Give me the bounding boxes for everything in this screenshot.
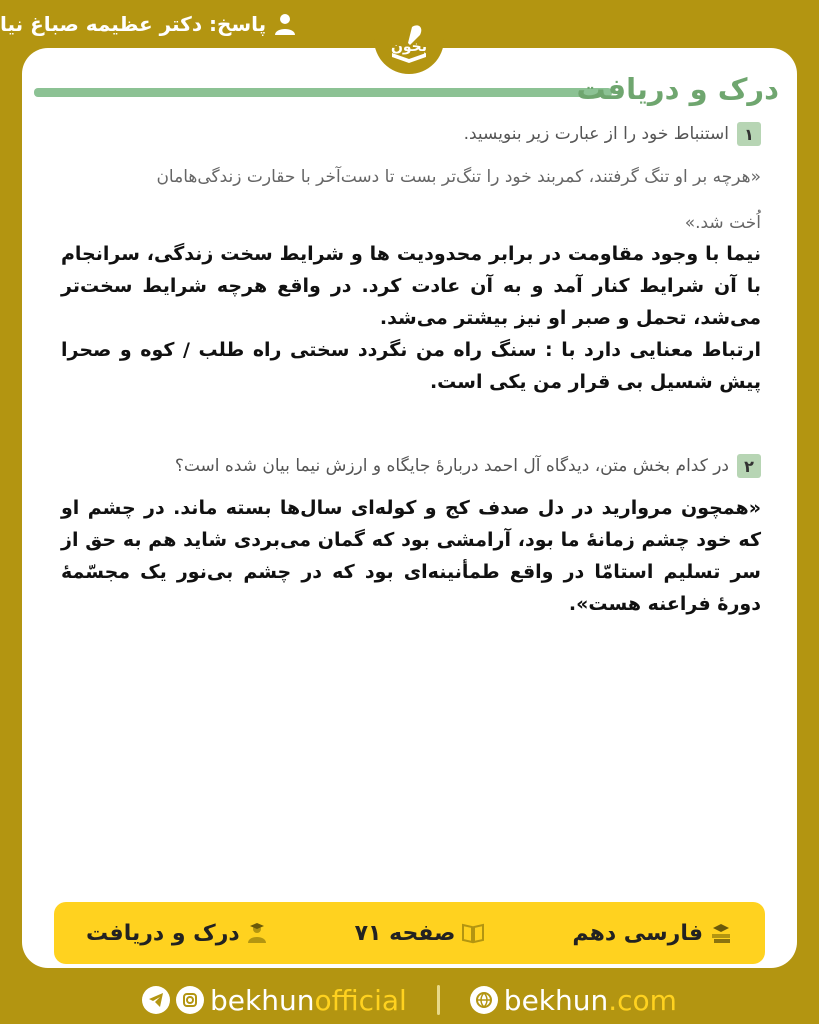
globe-icon <box>470 986 498 1014</box>
answer-1-paragraph-1: نیما با وجود مقاومت در برابر محدودیت ها و شرایط سخت زندگی، سرانجام با آن شرایط کنار آمد و به آن عادت کرد. در واقع هرچه شرایط سخت‌تر می‌شد، تحمل و صبر او نیز بیشتر می‌شد. <box>61 243 761 329</box>
footer-page-label: صفحه ۷۱ <box>354 920 456 946</box>
instagram-handle-prefix: bekhun <box>210 983 315 1017</box>
books-icon <box>709 922 733 944</box>
answer-by-label: پاسخ: دکتر عظیمه صباغ نیا <box>0 12 267 36</box>
website-url[interactable] <box>504 984 677 1017</box>
footer-book <box>572 921 733 946</box>
quote-line-1: «هرچه بر او تنگ گرفتند، کمربند خود را تنگ‌تر بست تا دست‌آخر با حقارت زندگی‌هامان <box>156 167 761 187</box>
question-2-answer <box>61 492 761 620</box>
question-1-quote <box>61 154 761 246</box>
question-2 <box>175 454 761 478</box>
footer-page <box>355 921 486 946</box>
student-icon <box>246 922 268 944</box>
footer-lesson-label: درک و دریافت <box>86 920 240 946</box>
footer-bar <box>54 902 765 964</box>
website-link[interactable] <box>470 984 677 1017</box>
question-2-number: ۲ <box>737 454 761 478</box>
website-url-prefix: bekhun <box>503 983 609 1017</box>
quote-line-2: اُخت شد.» <box>684 213 761 233</box>
instagram-handle[interactable] <box>210 984 407 1017</box>
instagram-handle-suffix: official <box>314 983 407 1017</box>
user-icon <box>274 13 296 35</box>
question-1-answer <box>61 238 761 398</box>
footer-lesson <box>86 921 268 946</box>
section-header <box>22 74 797 110</box>
question-1-text: استنباط خود را از عبارت زیر بنویسید. <box>463 124 729 144</box>
open-book-icon <box>461 922 485 944</box>
section-divider <box>34 88 612 97</box>
answer-1-paragraph-2: ارتباط معنایی دارد با : سنگ راه من نگردد سختی راه طلب / کوه و صحرا پیش شسیل بی قرار من یکی است. <box>61 339 761 393</box>
logo-text: بخون <box>390 39 428 55</box>
brand-logo <box>374 14 444 74</box>
bottom-branding <box>0 976 819 1024</box>
footer-book-label: فارسی دهم <box>572 920 703 946</box>
question-2-text: در کدام بخش متن، دیدگاه آل احمد دربارهٔ جایگاه و ارزش نیما بیان شده است؟ <box>174 456 729 476</box>
social-links <box>142 984 407 1017</box>
question-1 <box>464 122 761 146</box>
divider <box>437 985 440 1015</box>
answer-2-paragraph-1: «همچون مروارید در دل صدف کج و کوله‌ای سال‌ها بسته ماند. در چشم او که خود چشم زمانهٔ ما بود، آرامشی بود که گمان می‌بردی شاید هم به حق از سر تسلیم استامّا در واقع طمأنینه‌ای بود که در چشم بی‌نور یک مجسّمهٔ دورهٔ فراعنه هست». <box>61 497 761 615</box>
instagram-icon[interactable] <box>176 986 204 1014</box>
section-title: درک و دریافت <box>576 72 779 106</box>
book-logo-icon <box>384 21 434 67</box>
website-url-suffix: .com <box>608 983 677 1017</box>
question-1-number: ۱ <box>737 122 761 146</box>
telegram-icon[interactable] <box>142 986 170 1014</box>
